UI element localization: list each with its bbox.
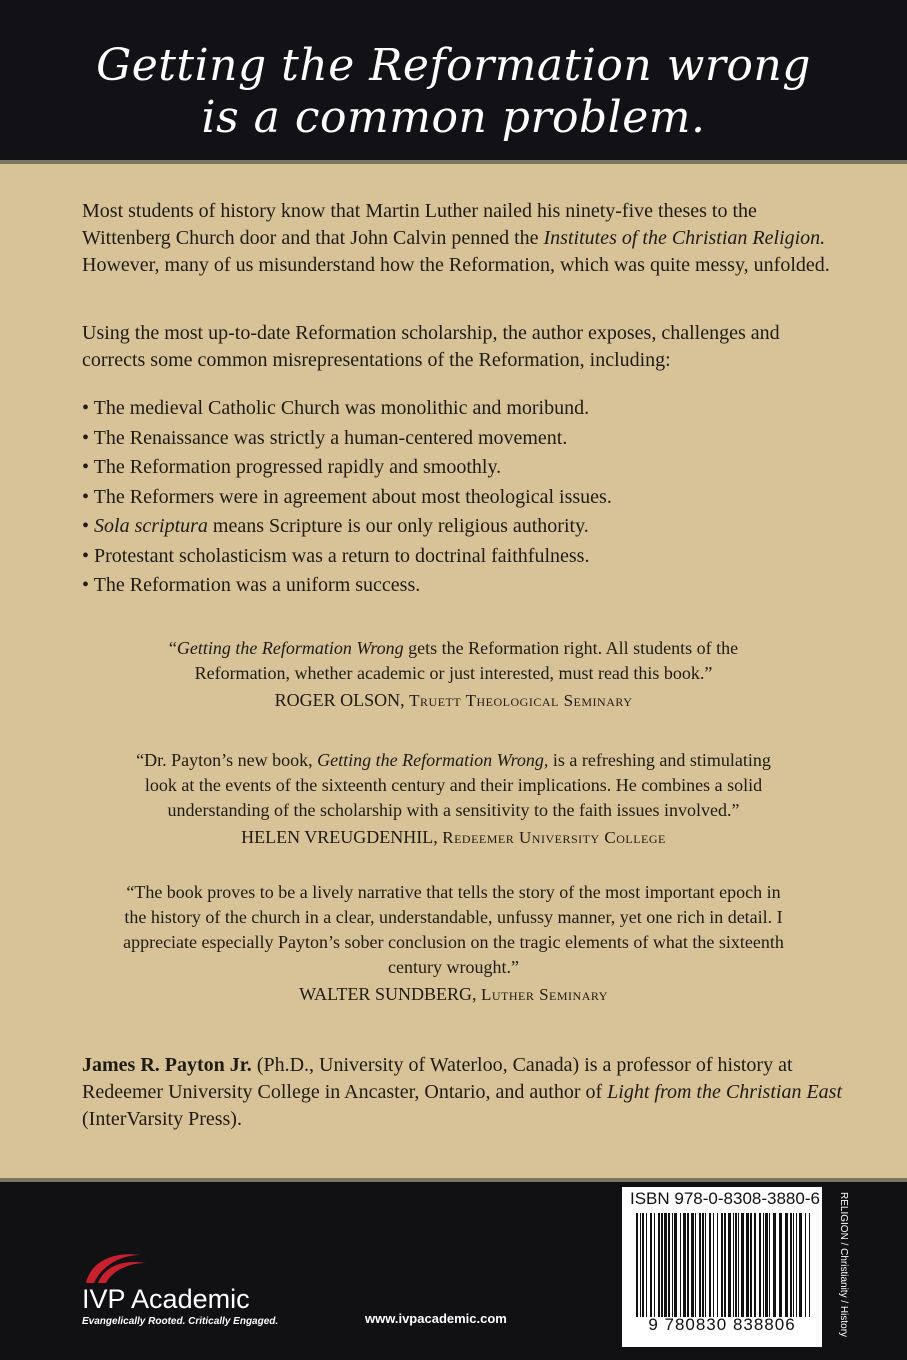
footer-divider xyxy=(0,1178,907,1182)
headline xyxy=(0,40,907,144)
misconception-list xyxy=(82,394,842,601)
bisac-category: RELIGION / Christianity / History xyxy=(838,1192,849,1338)
bullet-marker: • xyxy=(82,397,90,419)
barcode-bar xyxy=(672,1213,673,1317)
headline-line-2: is a common problem. xyxy=(201,92,706,143)
publisher-website: www.ivpacademic.com xyxy=(365,1311,507,1326)
isbn-label: ISBN 978-0-8308-3880-6 xyxy=(630,1189,820,1208)
endorser-name: HELEN VREUGDENHIL, xyxy=(241,827,438,847)
endorsement-attribution xyxy=(120,982,787,1007)
barcode-bar xyxy=(661,1213,663,1317)
barcode-bar xyxy=(680,1213,681,1317)
list-item xyxy=(82,542,842,572)
endorsement-3 xyxy=(120,880,787,1007)
barcode-bar xyxy=(765,1213,768,1317)
barcode-bar xyxy=(687,1213,689,1317)
list-item xyxy=(82,483,842,513)
endorser-affiliation: Truett Theological Seminary xyxy=(409,691,633,710)
intro-text-1: Most students of history know that Martin Luther nailed his ninety-five theses to the Wittenberg Church door and that John Calvin penned the xyxy=(82,200,757,249)
isbn-barcode-panel xyxy=(622,1187,822,1347)
intro-text-2: However, many of us misunderstand how the Reformation, which was quite messy, unfolded. xyxy=(82,254,830,276)
list-item-text: The Reformation progressed rapidly and smoothly. xyxy=(93,456,502,478)
barcode-bar xyxy=(683,1213,686,1317)
endorsement-text: “The book proves to be a lively narrative that tells the story of the most important epoch in the history of the church in a clear, understandable, unfussy manner, yet one rich in detail. I appreciate especially Payton’s sober conclusion on the tragic elements of what the sixteenth century wrought.” xyxy=(123,882,784,977)
barcode-bar xyxy=(705,1213,706,1317)
publisher-tagline: Evangelically Rooted. Critically Engaged. xyxy=(82,1316,279,1327)
publisher-logo xyxy=(82,1245,282,1325)
quote-open: “ xyxy=(168,638,177,658)
barcode-bar xyxy=(695,1213,696,1317)
barcode-bar xyxy=(750,1213,752,1317)
headline-line-1: Getting the Reformation wrong xyxy=(96,40,811,91)
bullet-marker: • xyxy=(82,574,90,596)
endorser-affiliation: Redeemer University College xyxy=(442,828,666,847)
barcode-bar xyxy=(773,1213,776,1317)
author-name: James R. Payton Jr. xyxy=(82,1054,252,1076)
barcode-bar xyxy=(796,1213,797,1317)
quote-open: “Dr. Payton’s new book, xyxy=(136,750,318,770)
barcode-bar xyxy=(779,1213,782,1317)
barcode-bar xyxy=(709,1213,711,1317)
barcode-bar xyxy=(650,1213,652,1317)
bullet-marker: • xyxy=(82,544,90,567)
list-item-text: The Reformation was a uniform success. xyxy=(93,574,421,596)
barcode-bar xyxy=(799,1213,802,1317)
quote-book-title: Getting the Reformation Wrong, xyxy=(317,750,549,770)
ivp-flame-icon xyxy=(82,1245,152,1285)
bio-text-2: (InterVarsity Press). xyxy=(82,1108,242,1130)
barcode-bar xyxy=(805,1213,806,1317)
barcode-bar xyxy=(654,1213,655,1317)
barcode-bar xyxy=(699,1213,701,1317)
barcode-bar xyxy=(809,1213,810,1317)
header-band xyxy=(0,0,907,160)
list-item-italic: Sola scriptura xyxy=(94,515,208,537)
barcode-bar xyxy=(738,1213,739,1317)
barcode-bar xyxy=(717,1213,718,1317)
barcode-bar xyxy=(790,1213,792,1317)
list-item-text: means Scripture is our only religious authority. xyxy=(207,515,589,537)
barcode-bar xyxy=(735,1213,737,1317)
endorser-name: ROGER OLSON, xyxy=(274,690,405,710)
barcode-bar xyxy=(733,1213,734,1317)
barcode-bar xyxy=(746,1213,749,1317)
barcode-bar xyxy=(646,1213,647,1317)
barcode-bar xyxy=(724,1213,726,1317)
barcode-bar xyxy=(642,1213,644,1317)
bio-text-1: (Ph.D., University of Waterloo, Canada) is a professor of history at Redeemer University College in Ancaster, Ontario, and author of xyxy=(82,1054,793,1103)
barcode-bar xyxy=(702,1213,704,1317)
barcode-bar xyxy=(759,1213,761,1317)
barcode-digits: 9 780830 838806 xyxy=(648,1315,796,1334)
list-item-text: Protestant scholasticism was a return to doctrinal faithfulness. xyxy=(94,544,590,567)
cover-body xyxy=(0,164,907,1178)
quote-body: gets the Reformation right. All students of the Reformation, whether academic or just interested, must read this book.” xyxy=(194,638,739,683)
barcode-bar xyxy=(741,1213,744,1317)
barcode-bar xyxy=(763,1213,764,1317)
barcode-bar xyxy=(754,1213,756,1317)
publisher-name: IVP Academic xyxy=(82,1284,250,1314)
quote-book-title: Getting the Reformation Wrong xyxy=(176,638,404,658)
barcode-bar xyxy=(668,1213,670,1317)
bullet-marker: • xyxy=(82,426,90,449)
endorsement-text xyxy=(120,636,787,686)
barcode-bar xyxy=(636,1213,638,1317)
intro-work-title: Institutes of the Christian Religion. xyxy=(543,227,826,249)
endorsement-text xyxy=(120,748,787,823)
barcode-bar xyxy=(769,1213,770,1317)
barcode-bar xyxy=(793,1213,794,1317)
list-item xyxy=(82,394,842,424)
author-bio xyxy=(82,1052,842,1133)
endorsement-attribution xyxy=(120,825,787,850)
endorsement-1 xyxy=(120,636,787,713)
bullet-marker: • xyxy=(82,485,90,508)
intro-paragraph xyxy=(82,198,842,279)
barcode-graphic xyxy=(634,1213,814,1317)
barcode-bar xyxy=(640,1213,641,1317)
barcode-bar xyxy=(721,1213,723,1317)
bullet-marker: • xyxy=(82,515,90,537)
list-item xyxy=(82,571,842,601)
barcode-bar xyxy=(658,1213,660,1317)
list-item xyxy=(82,512,842,542)
endorsement-attribution xyxy=(120,688,787,713)
quote-body: is a refreshing and stimulating look at the events of the sixteenth century and their implications. He combines a solid understanding of the scholarship with a sensitivity to the faith issues involved.” xyxy=(144,750,771,820)
barcode-bar xyxy=(674,1213,677,1317)
endorser-affiliation: Luther Seminary xyxy=(480,985,608,1004)
endorsement-2 xyxy=(120,748,787,850)
endorser-name: WALTER SUNDBERG, xyxy=(299,984,477,1004)
bio-book-title: Light from the Christian East xyxy=(607,1081,842,1103)
barcode-bar xyxy=(691,1213,694,1317)
list-item-text: The Renaissance was strictly a human-centered movement. xyxy=(93,426,568,449)
lead-paragraph: Using the most up-to-date Reformation scholarship, the author exposes, challenges and corrects some common misrepresentations of the Reformation, including: xyxy=(82,322,780,371)
barcode-bar xyxy=(664,1213,667,1317)
list-item-text: The medieval Catholic Church was monolithic and moribund. xyxy=(93,397,590,419)
list-item xyxy=(82,453,842,483)
list-item xyxy=(82,424,842,454)
barcode-bar xyxy=(713,1213,714,1317)
barcode-bar xyxy=(785,1213,788,1317)
barcode-bar xyxy=(728,1213,731,1317)
bullet-marker: • xyxy=(82,456,90,478)
list-item-text: The Reformers were in agreement about most theological issues. xyxy=(93,485,612,508)
